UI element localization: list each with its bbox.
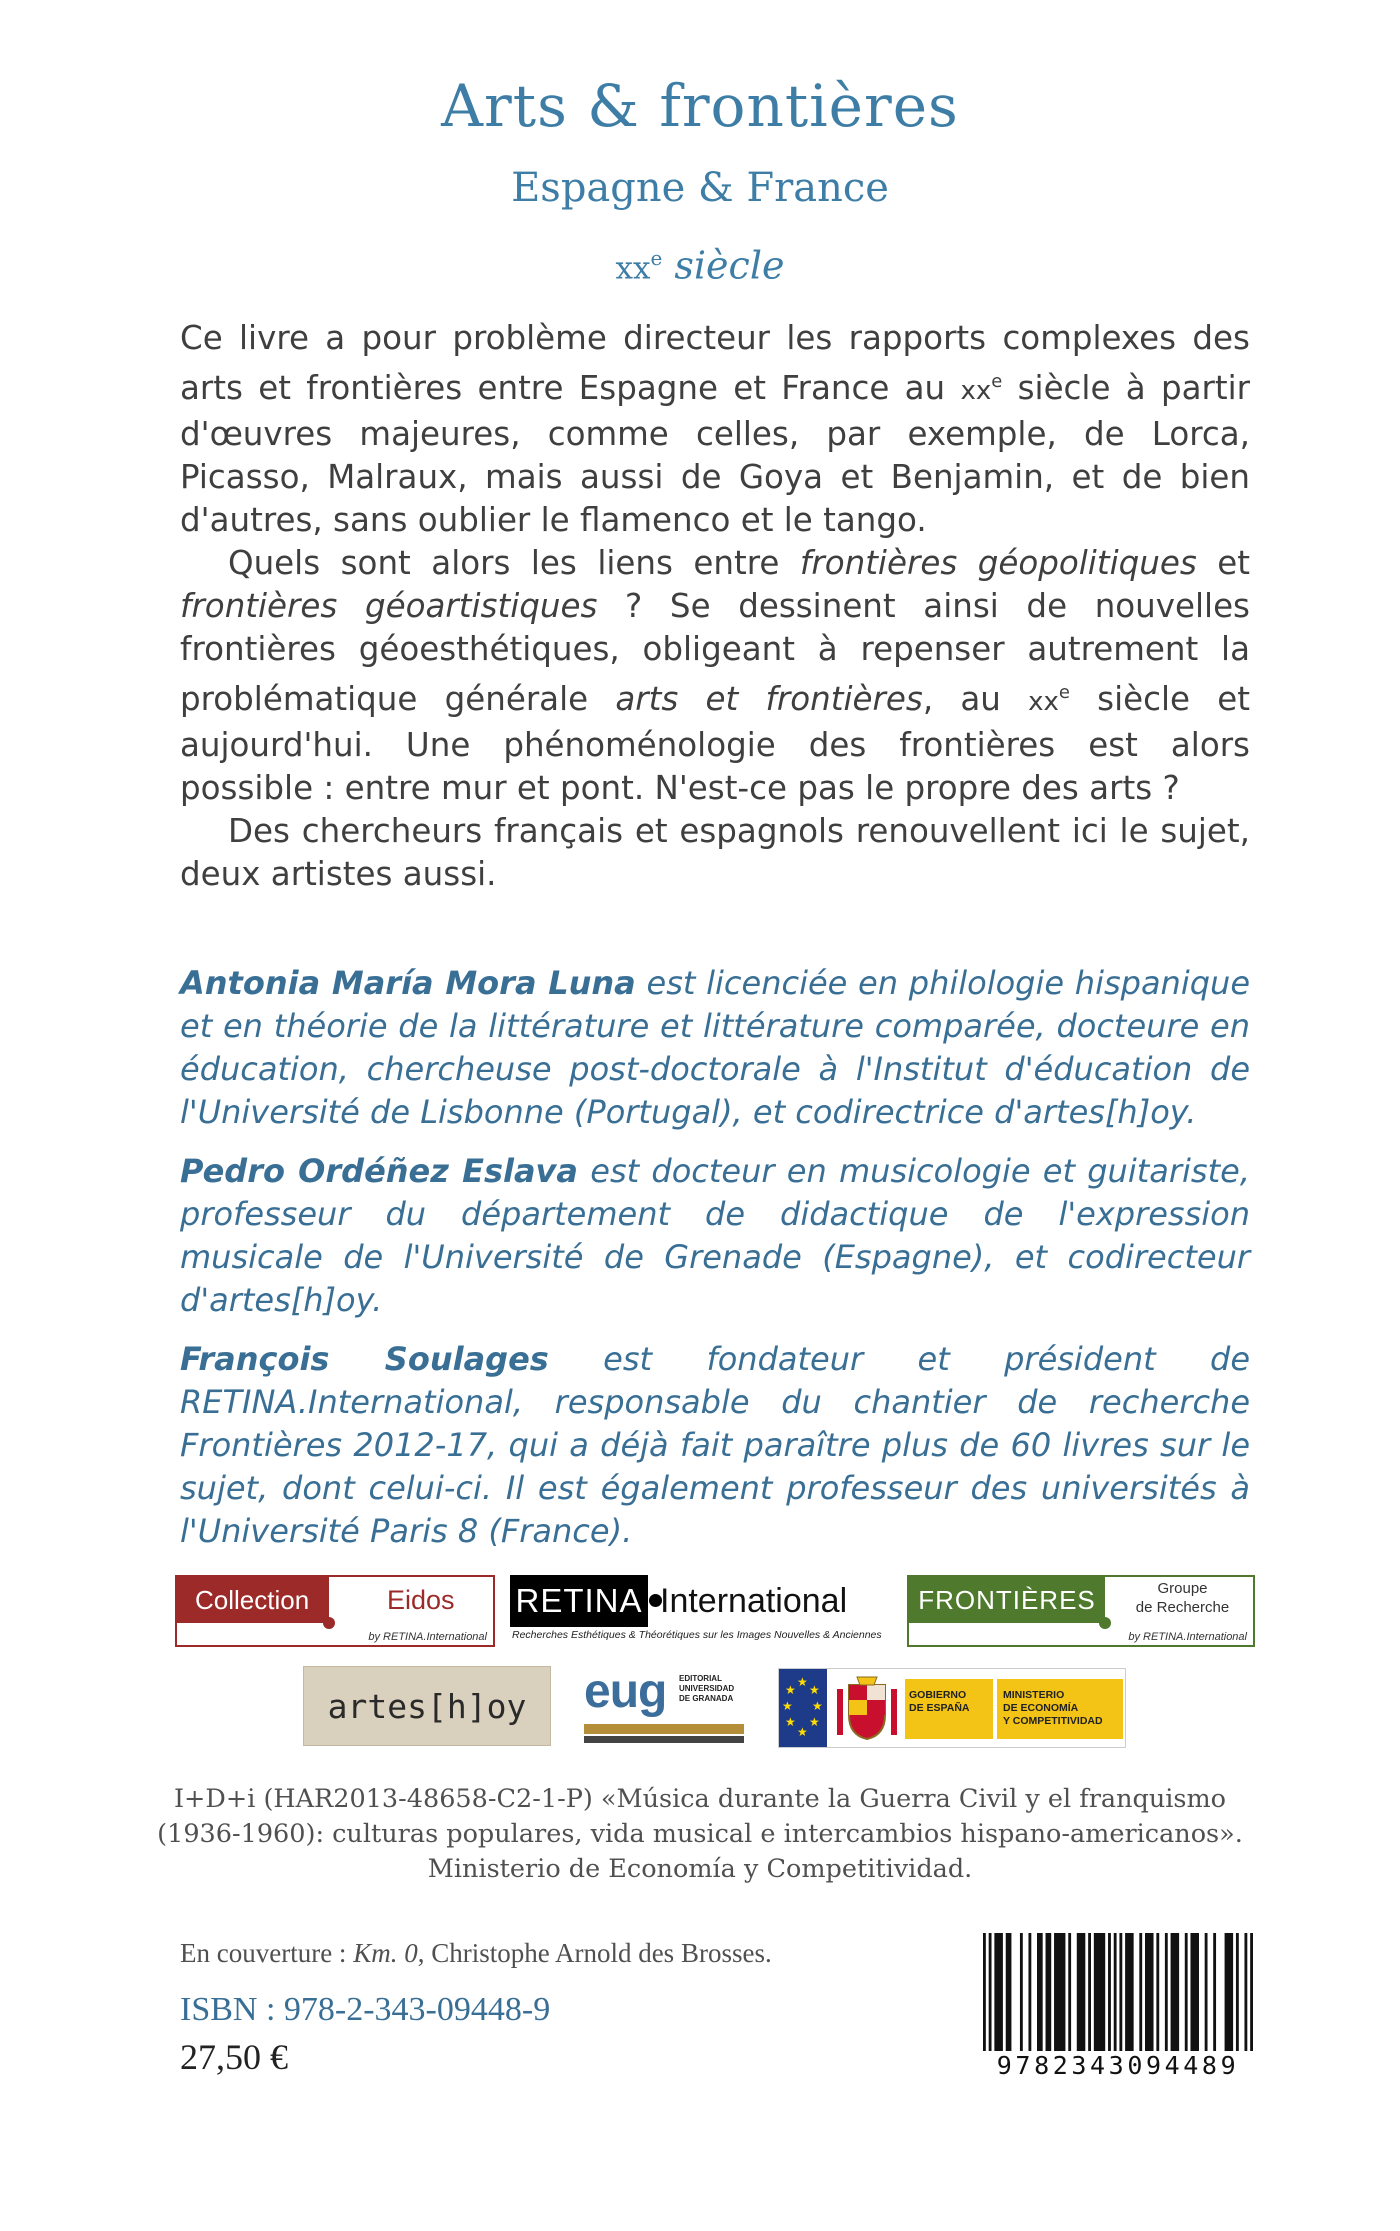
book-subtitle: Espagne & France: [511, 165, 889, 211]
back-cover-blurb: [180, 317, 1250, 896]
frontieres-dot-icon: [1099, 1617, 1111, 1629]
blurb-p2-text-b: et: [1196, 543, 1250, 582]
blurb-p2-text-a: Quels sont alors les liens entre: [228, 543, 800, 582]
barcode-bar: [1020, 1933, 1023, 2051]
eug-dark-bar: [584, 1736, 744, 1743]
gobierno-line-1: GOBIERNO: [909, 1689, 967, 1701]
barcode-bar: [1156, 1933, 1159, 2051]
bio-2: [180, 1150, 1250, 1322]
eug-logo: [584, 1668, 744, 1748]
barcode-bar: [1165, 1933, 1168, 2051]
ministerio-line-2: DE ECONOMÍA: [1003, 1702, 1079, 1714]
artes-hoy-logo: artes[h]oy: [303, 1666, 551, 1746]
gobierno-label: [909, 1689, 969, 1715]
barcode-bar: [1046, 1933, 1052, 2051]
barcode-bar: [1185, 1933, 1188, 2051]
century-word: siècle: [674, 243, 785, 288]
book-title: Arts & frontières: [441, 72, 959, 140]
frontieres-label: FRONTIÈRES: [909, 1577, 1105, 1623]
gobierno-line-2: DE ESPAÑA: [909, 1702, 970, 1714]
barcode-bar: [1244, 1933, 1247, 2051]
ministerio-label: [1003, 1689, 1103, 1728]
barcode-bar: [1028, 1933, 1031, 2051]
spain-coat-of-arms-icon: [835, 1675, 899, 1743]
blurb-p2-text-d: , au: [922, 679, 1029, 718]
funding-notice: [0, 1782, 1400, 1887]
frontieres-by-label: by RETINA.International: [1128, 1631, 1247, 1643]
cover-credit-author: , Christophe Arnold des Brosses.: [417, 1938, 772, 1968]
barcode-bar: [1190, 1933, 1199, 2051]
blurb-p2-italic-3: arts et frontières: [615, 679, 923, 718]
eug-small-1: EDITORIAL: [679, 1674, 722, 1683]
bio-1: [180, 962, 1250, 1134]
retina-international-logo: [510, 1575, 890, 1647]
cover-credit-work: Km. 0: [353, 1938, 418, 1968]
book-century: [0, 224, 1400, 303]
blurb-paragraph-3: Des chercheurs français et espagnols renouvellent ici le sujet, deux artistes aussi.: [180, 811, 1250, 893]
frontieres-logo: [907, 1575, 1255, 1647]
barcode-bar: [1077, 1933, 1086, 2051]
blurb-p2-sup: e: [1058, 681, 1070, 703]
funding-line-3: Ministerio de Economía y Competitividad.: [427, 1854, 973, 1884]
barcode-bar: [1139, 1933, 1142, 2051]
bio-1-text: est licenciée en philologie hispanique et en théorie de la littérature et littérature comparée, docteure en éducation, chercheuse post-doctorale à l'Institut d'éducation de l'Université de Lisbonne (Portugal), et codirectrice d'artes[h]oy.: [180, 964, 1251, 1131]
blurb-paragraph-2: [180, 542, 1250, 810]
eug-gold-bar: [584, 1724, 744, 1734]
eug-small-label: [679, 1674, 734, 1704]
blurb-paragraph-1: [180, 317, 1250, 542]
cover-credit-prefix: En couverture :: [180, 1938, 354, 1968]
barcode-bar: [1054, 1933, 1065, 2051]
eug-small-3: DE GRANADA: [679, 1694, 734, 1703]
barcode-bar: [1125, 1933, 1134, 2051]
ministerio-line-3: Y COMPETITIVIDAD: [1003, 1715, 1103, 1727]
barcode-bar: [1114, 1933, 1117, 2051]
barcode-bar: [1213, 1933, 1216, 2051]
bio-3-name: François Soulages: [180, 1340, 549, 1378]
barcode-bar: [1094, 1933, 1105, 2051]
collection-dot-icon: [323, 1617, 335, 1629]
bio-3-text: est fondateur et président de RETINA.International, responsable du chantier de recherche Frontières 2012-17, qui a déjà fait paraître plus de 60 livres sur le sujet, dont celui-ci. Il est également professeur des universités à l'Université Paris 8 (France).: [180, 1340, 1251, 1550]
barcode-bar: [989, 1933, 992, 2051]
barcode-bar: [1088, 1933, 1091, 2051]
eug-small-2: UNIVERSIDAD: [679, 1684, 735, 1693]
title-block: [0, 60, 1400, 303]
gobierno-logo: [778, 1668, 1126, 1748]
retina-subtitle: Recherches Esthétiques & Théorétiques sur les Images Nouvelles & Anciennes: [512, 1629, 882, 1641]
bio-2-name: Pedro Ordéñez Eslava: [180, 1152, 579, 1190]
barcode: [983, 1933, 1253, 2085]
blurb-p2-numeral: xx: [1028, 686, 1059, 717]
group-line-2: de Recherche: [1135, 1599, 1230, 1616]
barcode-bar: [1145, 1933, 1154, 2051]
blurb-p2-italic-2: frontières géoartistiques: [180, 586, 598, 625]
barcode-bar: [1108, 1933, 1111, 2051]
barcode-bar: [1225, 1933, 1234, 2051]
blurb-p2-italic-1: frontières géopolitiques: [799, 543, 1197, 582]
blurb-p2-text-e: siècle et aujourd'hui. Une phénoménologie des frontières est alors possible : entre mur et pont. N'est-ce pas le propre des arts ?: [180, 679, 1250, 807]
isbn: ISBN : 978-2-343-09448-9: [180, 1991, 551, 2028]
bio-1-name: Antonia María Mora Luna: [180, 964, 636, 1002]
bio-2-text: est docteur en musicologie et guitariste, professeur du département de didactique de l'expression musicale de l'Université de Grenade (Espagne), et codirecteur d'artes[h]oy.: [180, 1152, 1251, 1319]
barcode-bar: [983, 1933, 986, 2051]
barcode-bar: [1205, 1933, 1208, 2051]
blurb-p1-sup: e: [991, 371, 1003, 392]
frontieres-group-label: [1115, 1579, 1250, 1617]
blurb-p1-text-b: siècle à partir d'œuvres majeures, comme celles, par exemple, de Lorca, Picasso, Malraux, mais aussi de Goya et Benjamin, et de bien d'autres, sans oublier le flamenco et le tango.: [180, 368, 1250, 539]
eug-label: eug: [584, 1668, 667, 1718]
collection-eidos-logo: [175, 1575, 495, 1647]
blurb-p2-text-c: ? Se dessinent ainsi de nouvelles frontières géoesthétiques, obligeant à repenser autrement la problématique générale: [180, 586, 1250, 718]
funding-line-2: (1936-1960): culturas populares, vida musical e intercambios hispano-americanos».: [157, 1819, 1243, 1849]
eu-flag-icon: ★ ★ ★ ★ ★ ★ ★ ★: [779, 1669, 827, 1748]
author-bios: [180, 962, 1250, 1569]
price: 27,50 €: [180, 2037, 288, 2077]
cover-credit: [180, 1938, 772, 1969]
retina-international-label: International: [660, 1582, 848, 1620]
barcode-bar: [994, 1933, 1003, 2051]
century-numeral: xx: [615, 250, 651, 287]
barcode-number: 9782343094489: [996, 2051, 1240, 2080]
barcode-bars-icon: [983, 1933, 1253, 2051]
barcode-bar: [1037, 1933, 1043, 2051]
funding-line-1: I+D+i (HAR2013-48658-C2-1-P) «Música durante la Guerra Civil y el franquismo: [173, 1784, 1227, 1814]
barcode-bar: [1171, 1933, 1180, 2051]
barcode-bar: [1250, 1933, 1253, 2051]
collection-by-label: by RETINA.International: [368, 1631, 487, 1643]
barcode-bar: [1006, 1933, 1012, 2051]
retina-box-label: RETINA: [510, 1575, 648, 1627]
bio-3: [180, 1338, 1250, 1553]
barcode-bar: [1068, 1933, 1071, 2051]
collection-label: Collection: [177, 1577, 329, 1623]
century-sup: e: [650, 246, 663, 270]
ministerio-line-1: MINISTERIO: [1003, 1689, 1065, 1701]
group-line-1: Groupe: [1157, 1580, 1208, 1597]
barcode-bar: [1119, 1933, 1122, 2051]
blurb-p1-numeral: xx: [960, 375, 992, 406]
barcode-bar: [1236, 1933, 1239, 2051]
blurb-p1-text-a: Ce livre a pour problème directeur les rapports complexes des arts et frontières entre Espagne et France au: [180, 319, 1250, 407]
eidos-label: Eidos: [387, 1585, 455, 1615]
